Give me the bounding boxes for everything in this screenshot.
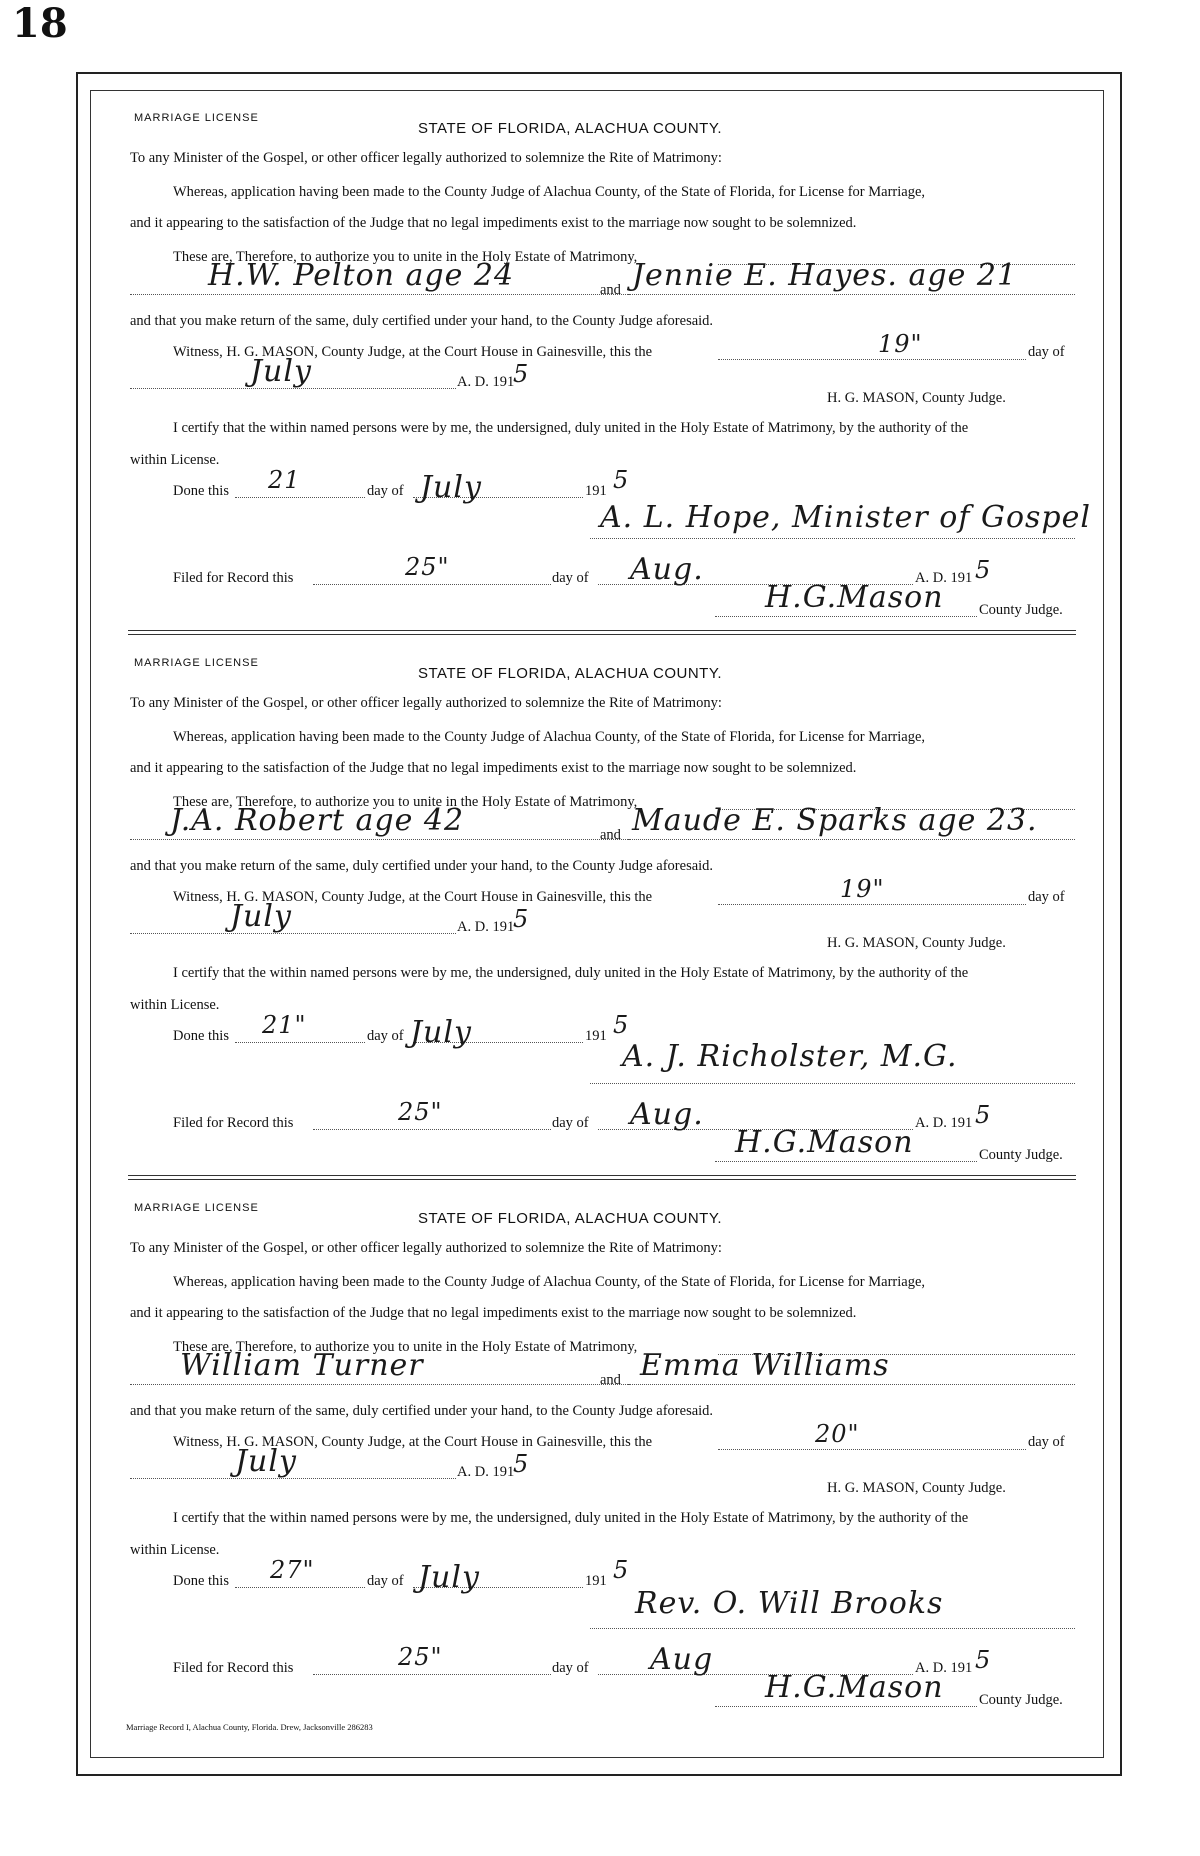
day-of-text: day of xyxy=(552,570,589,586)
to-any-minister: To any Minister of the Gospel, or other officer legally authorized to solemnize the Rite of Matrimony: xyxy=(130,695,722,711)
witness-month: July xyxy=(235,1444,297,1479)
filed-year: 5 xyxy=(975,1101,992,1129)
clerk-signature: H.G.Mason xyxy=(735,1125,914,1160)
witness-text: Witness, H. G. MASON, County Judge, at the Court House in Gainesville, this the xyxy=(173,344,653,360)
witness-month: July xyxy=(230,899,292,934)
appearing-text: and it appearing to the satisfaction of the Judge that no legal impediments exist to the marriage now sought to be solemnized. xyxy=(130,760,857,776)
return-text: and that you make return of the same, duly certified under your hand, to the County Judge aforesaid. xyxy=(130,313,714,329)
filed-day: 25" xyxy=(405,553,450,581)
witness-year: 5 xyxy=(513,360,530,388)
whereas-text: Whereas, application having been made to the County Judge of Alachua County, of the State of Florida, for License for Marriage, xyxy=(173,729,926,745)
certify-text: I certify that the within named persons were by me, the undersigned, duly united in the Holy Estate of Matrimony, by the authority of the xyxy=(173,420,969,436)
year-text: 191 xyxy=(585,1573,607,1589)
filed-day: 25" xyxy=(398,1098,443,1126)
within-license: within License. xyxy=(130,1542,220,1558)
officiant-signature: A. J. Richolster, M.G. xyxy=(622,1039,958,1074)
filed-year: 5 xyxy=(975,556,992,584)
county-judge-text: County Judge. xyxy=(979,602,1063,618)
filed-text: Filed for Record this xyxy=(173,1660,294,1676)
done-year: 5 xyxy=(613,466,630,494)
to-any-minister: To any Minister of the Gospel, or other officer legally authorized to solemnize the Rite of Matrimony: xyxy=(130,1240,722,1256)
and-text: and xyxy=(600,1372,621,1388)
witness-text: Witness, H. G. MASON, County Judge, at the Court House in Gainesville, this the xyxy=(173,1434,653,1450)
witness-month: July xyxy=(250,354,312,389)
filed-month: Aug. xyxy=(630,1097,704,1132)
day-of-text: day of xyxy=(367,483,404,499)
state-heading: STATE OF FLORIDA, ALACHUA COUNTY. xyxy=(418,120,723,137)
ad-text: A. D. 191 xyxy=(457,919,515,935)
filed-year: 5 xyxy=(975,1646,992,1674)
day-of-text: day of xyxy=(552,1115,589,1131)
filed-text: Filed for Record this xyxy=(173,570,294,586)
license-label: MARRIAGE LICENSE xyxy=(134,657,259,669)
filed-day: 25" xyxy=(398,1643,443,1671)
whereas-text: Whereas, application having been made to the County Judge of Alachua County, of the State of Florida, for License for Marriage, xyxy=(173,1274,926,1290)
witness-day: 19" xyxy=(840,875,885,903)
state-heading: STATE OF FLORIDA, ALACHUA COUNTY. xyxy=(418,665,723,682)
clerk-signature: H.G.Mason xyxy=(765,580,944,615)
day-of-text: day of xyxy=(367,1573,404,1589)
officiant-signature: A. L. Hope, Minister of Gospel xyxy=(600,500,1091,535)
done-day: 21" xyxy=(262,1011,307,1039)
judge-signature: H. G. MASON, County Judge. xyxy=(827,390,1006,406)
these-are-text: These are, Therefore, to authorize you to unite in the Holy Estate of Matrimony, xyxy=(173,1339,638,1355)
ad-text: A. D. 191 xyxy=(915,1115,973,1131)
marriage-license-3 xyxy=(0,1090,1200,1708)
day-of-text: day of xyxy=(367,1028,404,1044)
groom-name: J.A. Robert age 42 xyxy=(170,803,465,838)
judge-signature: H. G. MASON, County Judge. xyxy=(827,935,1006,951)
year-text: 191 xyxy=(585,483,607,499)
witness-year: 5 xyxy=(513,905,530,933)
groom-name: William Turner xyxy=(180,1348,424,1383)
certify-text: I certify that the within named persons were by me, the undersigned, duly united in the Holy Estate of Matrimony, by the authority of the xyxy=(173,1510,969,1526)
county-judge-text: County Judge. xyxy=(979,1147,1063,1163)
bride-name: Maude E. Sparks age 23. xyxy=(632,803,1038,838)
done-day: 21 xyxy=(268,466,301,494)
return-text: and that you make return of the same, duly certified under your hand, to the County Judge aforesaid. xyxy=(130,1403,714,1419)
within-license: within License. xyxy=(130,997,220,1013)
done-month: July xyxy=(418,1560,480,1595)
whereas-text: Whereas, application having been made to the County Judge of Alachua County, of the State of Florida, for License for Marriage, xyxy=(173,184,926,200)
day-of-text: day of xyxy=(1028,889,1065,905)
license-label: MARRIAGE LICENSE xyxy=(134,1202,259,1214)
done-month: July xyxy=(410,1015,472,1050)
clerk-signature: H.G.Mason xyxy=(765,1670,944,1705)
within-license: within License. xyxy=(130,452,220,468)
done-this-text: Done this xyxy=(173,483,229,499)
groom-name: H.W. Pelton age 24 xyxy=(208,258,515,293)
these-are-text: These are, Therefore, to authorize you to unite in the Holy Estate of Matrimony, xyxy=(173,794,638,810)
witness-text: Witness, H. G. MASON, County Judge, at the Court House in Gainesville, this the xyxy=(173,889,653,905)
marriage-license-1 xyxy=(0,0,1200,618)
done-this-text: Done this xyxy=(173,1573,229,1589)
ad-text: A. D. 191 xyxy=(457,1464,515,1480)
done-year: 5 xyxy=(613,1556,630,1584)
and-text: and xyxy=(600,282,621,298)
ad-text: A. D. 191 xyxy=(457,374,515,390)
judge-signature: H. G. MASON, County Judge. xyxy=(827,1480,1006,1496)
bride-name: Emma Williams xyxy=(640,1348,890,1383)
filed-month: Aug xyxy=(650,1642,714,1677)
license-label: MARRIAGE LICENSE xyxy=(134,112,259,124)
witness-day: 19" xyxy=(878,330,923,358)
page-number: 18 xyxy=(12,0,68,47)
day-of-text: day of xyxy=(1028,344,1065,360)
and-text: and xyxy=(600,827,621,843)
bride-name: Jennie E. Hayes. age 21 xyxy=(632,258,1018,293)
filed-text: Filed for Record this xyxy=(173,1115,294,1131)
witness-day: 20" xyxy=(815,1420,860,1448)
ad-text: A. D. 191 xyxy=(915,570,973,586)
county-judge-text: County Judge. xyxy=(979,1692,1063,1708)
appearing-text: and it appearing to the satisfaction of the Judge that no legal impediments exist to the marriage now sought to be solemnized. xyxy=(130,1305,857,1321)
ad-text: A. D. 191 xyxy=(915,1660,973,1676)
to-any-minister: To any Minister of the Gospel, or other officer legally authorized to solemnize the Rite of Matrimony: xyxy=(130,150,722,166)
done-this-text: Done this xyxy=(173,1028,229,1044)
return-text: and that you make return of the same, duly certified under your hand, to the County Judge aforesaid. xyxy=(130,858,714,874)
day-of-text: day of xyxy=(552,1660,589,1676)
these-are-text: These are, Therefore, to authorize you to unite in the Holy Estate of Matrimony, xyxy=(173,249,638,265)
done-day: 27" xyxy=(270,1556,315,1584)
state-heading: STATE OF FLORIDA, ALACHUA COUNTY. xyxy=(418,1210,723,1227)
marriage-license-2 xyxy=(0,545,1200,1163)
day-of-text: day of xyxy=(1028,1434,1065,1450)
year-text: 191 xyxy=(585,1028,607,1044)
done-month: July xyxy=(420,470,482,505)
footer-imprint: Marriage Record I, Alachua County, Florida. Drew, Jacksonville 286283 xyxy=(126,1722,373,1732)
done-year: 5 xyxy=(613,1011,630,1039)
appearing-text: and it appearing to the satisfaction of the Judge that no legal impediments exist to the marriage now sought to be solemnized. xyxy=(130,215,857,231)
witness-year: 5 xyxy=(513,1450,530,1478)
filed-month: Aug. xyxy=(630,552,704,587)
officiant-signature: Rev. O. Will Brooks xyxy=(635,1586,944,1621)
certify-text: I certify that the within named persons were by me, the undersigned, duly united in the Holy Estate of Matrimony, by the authority of the xyxy=(173,965,969,981)
